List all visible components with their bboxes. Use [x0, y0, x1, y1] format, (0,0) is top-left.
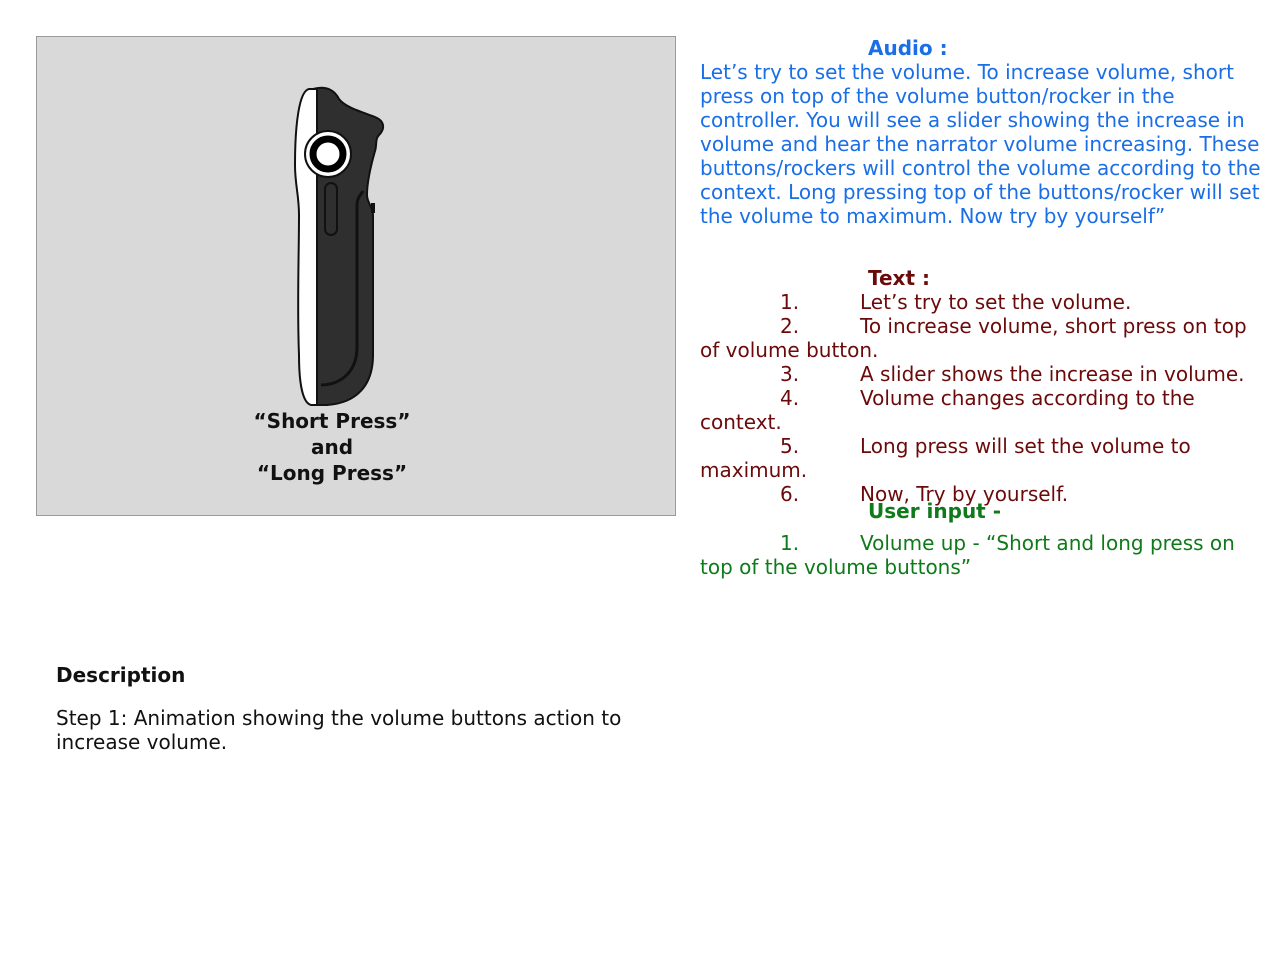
list-item: 1. Volume up - “Short and long press on top of the volume buttons”	[700, 531, 1235, 579]
controller-illustration	[287, 85, 397, 409]
list-item: 1. Let’s try to set the volume.	[780, 290, 1132, 314]
list-item: 3. A slider shows the increase in volume.	[780, 362, 1245, 386]
text-list	[700, 290, 1272, 506]
user-input-section	[700, 499, 1272, 579]
list-item: 2. To increase volume, short press on top of volume button.	[700, 314, 1247, 362]
text-heading: Text :	[868, 266, 930, 290]
caption-line-1: “Short Press”	[253, 409, 411, 433]
audio-section	[700, 36, 1272, 228]
user-input-heading: User input -	[868, 499, 1002, 523]
audio-body: Let’s try to set the volume. To increase volume, short press on top of the volume button/rocker in the controller. You will see a slider showing the increase in volume and hear the narrator volume increasing. These buttons/rockers will control the volume according to the context. Long pressing top of the buttons/rocker will set the volume to maximum. Now try by yourself”	[700, 60, 1261, 228]
side-button	[371, 203, 375, 213]
description-title: Description	[56, 663, 186, 687]
user-input-list	[700, 531, 1272, 579]
press-indicator-icon	[313, 139, 343, 169]
list-item: 5. Long press will set the volume to maximum.	[700, 434, 1191, 482]
description-body: Step 1: Animation showing the volume buttons action to increase volume.	[56, 706, 622, 754]
caption-line-3: “Long Press”	[256, 461, 408, 485]
list-item: 6. Now, Try by yourself.	[780, 482, 1069, 506]
script-column	[700, 36, 1272, 579]
caption-line-2: and	[310, 435, 354, 459]
audio-heading: Audio :	[868, 36, 948, 60]
illustration-panel	[36, 36, 676, 516]
list-item: 4. Volume changes according to the context.	[700, 386, 1195, 434]
volume-rocker	[325, 183, 337, 235]
text-section	[700, 266, 1272, 506]
description-section	[56, 663, 656, 754]
illustration-caption	[232, 408, 432, 486]
